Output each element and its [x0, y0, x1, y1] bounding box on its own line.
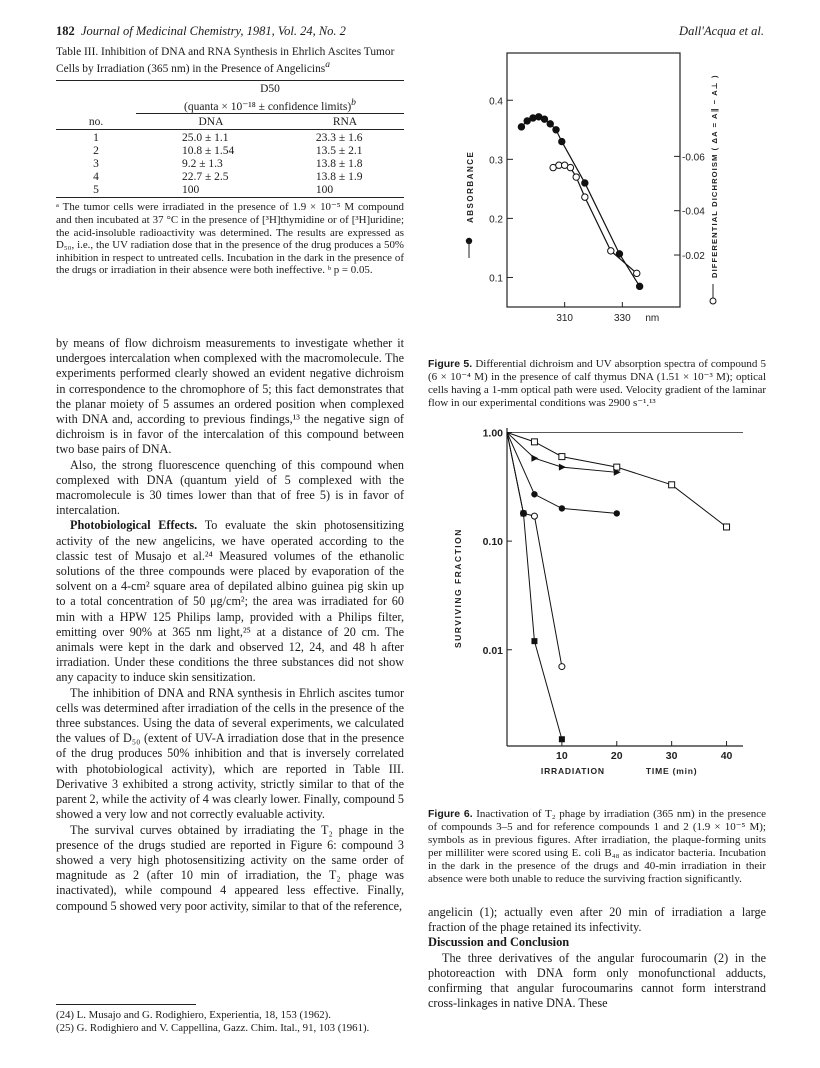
series-line [507, 432, 562, 666]
x-tick-label: 20 [610, 750, 623, 762]
paragraph: Photobiological Effects. To evaluate the skin photosensitizing activity of the new angelicins, we have operated according to the classic test of Musajo et al.²⁴ Measured volumes of the ethanolic solutions of the three compounds were placed by evaporation of the solvent on a 4-cm² square area of depilated albino guinea pig skin up to a total concentration of 50 μg/cm²; the area was irradiated for 60 min with a HPW 125 Philips lamp, provided with a Philips filter, emitting over 90% at 365 nm light,²⁵ at a distance of 20 cm. The animals were kept in the dark and observed 12, 24, and 48 h after irradiation. Under these conditions the three substances did not show any capacity to induce skin sensitization. [56, 518, 404, 685]
data-point [531, 491, 537, 497]
y-tick-label: 0.2 [489, 214, 503, 226]
data-point [634, 270, 640, 276]
figure-5-chart [425, 45, 765, 355]
table-cell-rna: 100 [315, 184, 334, 197]
x-axis-label: IRRADIATION [540, 766, 605, 776]
figure-6-caption: Figure 6. Inactivation of T₂ phage by irradiation (365 nm) in the presence of compounds 3–5 and for reference compounds 1 and 2 (1.9 × 10⁻⁵ M); symbols as in previous figures. After irradiation, the plaque-forming units per milliliter were scored using E. coli B₄₈ as indicator bacteria. Incubation in the dark in the presence of the drugs and 40-min irradiation in their absence were both unable to reduce the surviving fraction significantly. [428, 808, 766, 885]
paragraph: by means of flow dichroism measurements to investigate whether it undergoes intercalation when complexed with the macromolecule. The experiments performed clearly showed an evident negative dichroism in correspondence to the chromophore of 5; this fact demonstrates that the planar moiety of 5 assumes an ordered position when complexed with DNA and, according to previous findings,¹³ the negative sign of dichroism is in favor of the intercalation of this compound between two base pairs of DNA. [56, 336, 404, 457]
data-point [559, 138, 565, 144]
data-point [573, 174, 579, 180]
table-cell-dna: 25.0 ± 1.1 [182, 132, 229, 145]
y-tick-label: 0.4 [489, 96, 503, 108]
series-line [507, 432, 617, 513]
data-point [541, 116, 547, 122]
data-point [567, 164, 573, 170]
x-tick-label: 30 [665, 750, 678, 762]
y-axis-label: SURVIVING FRACTION [453, 528, 463, 648]
data-point [559, 454, 565, 460]
data-point [518, 124, 524, 130]
table-3-footnote: ᵃ The tumor cells were irradiated in the presence of 1.9 × 10⁻⁵ M compound and then incubated at 37 °C in the presence of [³H]thymidine or of [³H]uridine; the acid-insoluble radioactivity was determined. The results are expressed as D₅₀, i.e., the UV radiation dose that in the presence of the drug produces a 50% inhibition in respect to untreated cells. Incubation in the dark in the presence of the drugs or irradiation in their absence were both ineffective. ᵇ p = 0.05. [56, 201, 404, 277]
x-tick-label: 310 [556, 313, 574, 324]
data-point [531, 513, 537, 519]
table-row [56, 145, 404, 158]
paragraph: The survival curves obtained by irradiating the T₂ phage in the presence of the drugs studied are reported in Figure 6: compound 3 showed a very high photosensitizing activity on the same order of magnitude as 2 (after 10 min of irradiation, the T₂ phage was inactivated), while compound 4 appeared less effective. Finally, compound 5 showed very poor activity, similar to that of the reference, [56, 822, 404, 913]
table-cell-rna: 23.3 ± 1.6 [315, 132, 363, 145]
y2-tick-label: -0.02 [682, 251, 705, 263]
section-heading: Discussion and Conclusion [428, 935, 570, 950]
y-tick-label: 0.1 [489, 273, 503, 285]
table-3-col-dna: DNA [198, 116, 224, 129]
data-point [669, 482, 675, 488]
references [56, 1004, 404, 1035]
table-cell-rna: 13.8 ± 1.9 [315, 171, 363, 184]
data-point [553, 127, 559, 133]
table-cell-dna: 10.8 ± 1.54 [182, 145, 235, 158]
x-unit-label: nm [645, 313, 660, 324]
x-axis-label: TIME (min) [645, 766, 698, 776]
y2-tick-label: -0.04 [682, 206, 705, 218]
right-column-text [428, 905, 766, 1011]
data-point [520, 510, 526, 516]
reference-24: (24) L. Musajo and G. Rodighiero, Experientia, 18, 153 (1962). [56, 1009, 331, 1021]
paragraph: Also, the strong fluorescence quenching of this compound when complexed with DNA (quantum yield of 5 complexed with the macromolecule is 30 times lower than that of free 5) is in favor of intercalation. [56, 457, 404, 518]
figure-6-chart [425, 418, 765, 803]
table-3-col-no: no. [88, 116, 104, 129]
data-point [559, 736, 565, 742]
section-heading: Photobiological Effects. [70, 518, 198, 533]
paragraph: The inhibition of DNA and RNA synthesis in Ehrlich ascites tumor cells was determined after irradiation of the cells in the presence of the three substances. Using the data of several experiments, we calculated the values of D₅₀ (extent of UV-A irradiation dose that in the presence of the drug produces 50% inhibition and that is inversely correlated with photobiological activity), which are reported in Table III. Derivative 3 exhibited a strong activity, strictly similar to that of the parent 2, while the activity of 4 was clearly lower. Finally, compound 5 showed a very low and not correctly evaluable activity. [56, 685, 404, 822]
data-point [531, 638, 537, 644]
table-3-units-head: (quanta × 10⁻¹⁸ ± confidence limits)$^b$ [184, 96, 356, 113]
table-cell-no: 5 [93, 184, 99, 197]
table-3-title: Table III. Inhibition of DNA and RNA Synthesis in Ehrlich Ascites Tumor Cells by Irradiation (365 nm) in the Presence of Angelicins$^a$ [56, 46, 395, 76]
table-cell-dna: 22.7 ± 2.5 [182, 171, 229, 184]
y-tick-label: 1.00 [482, 427, 503, 440]
y2-tick-label: -0.06 [682, 152, 705, 164]
y2-axis-label: DIFFERENTIAL DICHROISM ( ΔA = A∥ − A⊥ ) [710, 74, 719, 278]
data-point [559, 464, 566, 471]
data-point [582, 180, 588, 186]
table-cell-no: 1 [93, 132, 99, 145]
x-tick-label: 10 [556, 750, 568, 762]
table-cell-dna: 9.2 ± 1.3 [182, 158, 223, 171]
data-point [608, 248, 614, 254]
table-cell-dna: 100 [182, 184, 200, 197]
reference-25: (25) G. Rodighiero and V. Cappellina, Gazz. Chim. Ital., 91, 103 (1961). [56, 1022, 370, 1034]
y-tick-label: 0.3 [489, 155, 503, 167]
x-tick-label: 330 [613, 313, 631, 324]
data-point [636, 283, 642, 289]
journal-title: Journal of Medicinal Chemistry, 1981, Vol. 24, No. 2 [81, 24, 346, 38]
paragraph: The three derivatives of the angular furocoumarin (2) in the photoreaction with DNA form only monofunctional adducts, confirming that angular furocoumarins cannot form interstrand cross-linkages in native DNA. These [428, 950, 766, 1011]
table-cell-no: 3 [93, 158, 99, 171]
series-line [553, 165, 637, 273]
data-point [614, 464, 620, 470]
series-line [507, 432, 562, 739]
table-cell-rna: 13.8 ± 1.8 [315, 158, 363, 171]
table-3 [56, 46, 404, 277]
running-authors: Dall'Acqua et al. [679, 24, 764, 38]
data-point [724, 524, 730, 530]
data-point [559, 664, 565, 670]
data-point [582, 194, 588, 200]
table-3-col-rna: RNA [332, 116, 358, 129]
table-cell-rna: 13.5 ± 2.1 [315, 145, 363, 158]
table-row [56, 132, 404, 145]
figure-5-caption: Figure 5. Differential dichroism and UV absorption spectra of compound 5 (6 × 10⁻⁴ M) in the presence of calf thymus DNA (1.51 × 10⁻³ M); optical cells having a 1-mm optical path were used. Velocity gradient of the laminar flow in our experimental conditions was 2900 s⁻¹.¹³ [428, 358, 766, 409]
page-number: 182 [56, 24, 75, 38]
data-point [614, 510, 620, 516]
data-point [559, 505, 565, 511]
table-cell-no: 2 [93, 145, 99, 158]
left-column-text [56, 336, 404, 914]
table-3-d50-head: D50 [260, 82, 280, 95]
y-axis-label: ABSORBANCE [466, 150, 475, 223]
table-row [56, 184, 404, 198]
table-3-grid [56, 81, 404, 202]
plot-frame [507, 53, 680, 307]
data-point [547, 121, 553, 127]
table-cell-no: 4 [93, 171, 99, 184]
data-point [531, 455, 538, 462]
y-tick-label: 0.10 [482, 536, 503, 549]
legend-marker-open [710, 298, 716, 304]
paragraph: angelicin (1); actually even after 20 min of irradiation a large fraction of the phage retained its infectivity. [428, 905, 766, 935]
table-row [56, 158, 404, 171]
y-tick-label: 0.01 [482, 644, 503, 657]
x-tick-label: 40 [720, 750, 733, 762]
table-row [56, 171, 404, 184]
data-point [531, 439, 537, 445]
running-header [56, 24, 346, 39]
